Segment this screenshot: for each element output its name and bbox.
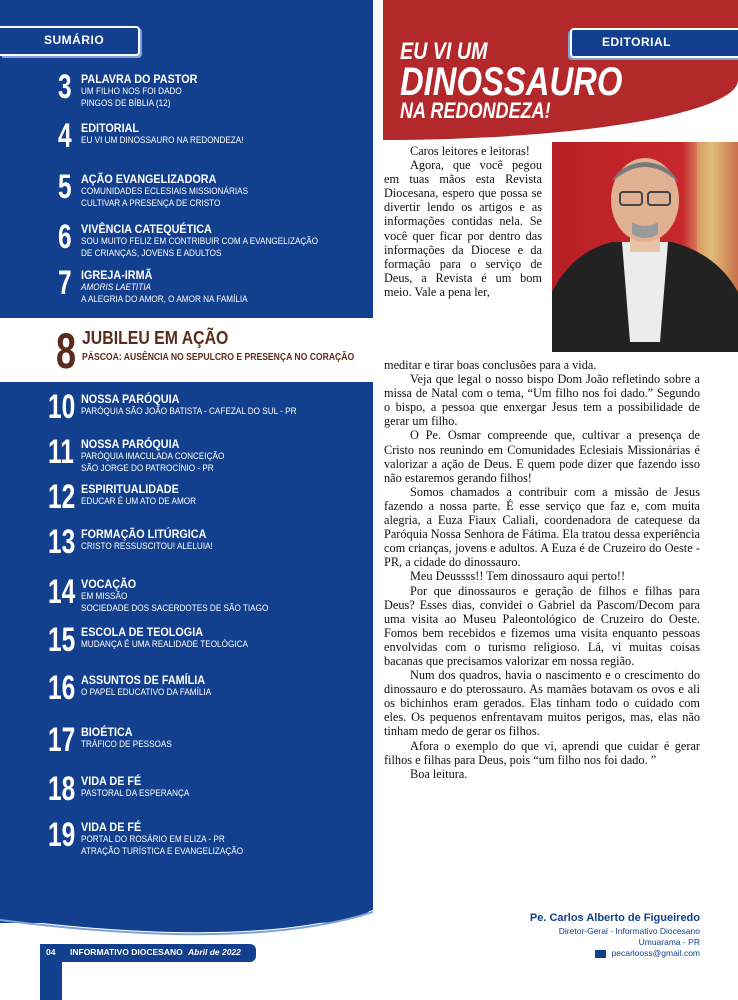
toc-title[interactable]: IGREJA-IRMÃ (81, 268, 153, 282)
signature-email-text: pecarlooss@gmail.com (611, 948, 700, 958)
editorial-paragraph: Afora o exemplo do que vi, aprendi que cuidar é gerar filhos e filhas para Deus, pois “um filho nos foi dado. ” (384, 738, 700, 767)
editorial-text-column-top (384, 144, 542, 299)
headline-line-1: EU VI UM (400, 38, 488, 65)
toc-title[interactable]: VOCAÇÃO (81, 577, 137, 591)
toc-subtitle: SOCIEDADE DOS SACERDOTES DE SÃO TIAGO (81, 603, 269, 614)
footer-date: Abril de 2022 (188, 947, 241, 957)
editorial-text-column (384, 358, 700, 781)
editorial-paragraph: Boa leitura. (410, 766, 468, 781)
toc-subtitle: PASTORAL DA ESPERANÇA (81, 788, 190, 799)
sumario-tab (0, 26, 140, 56)
toc-page-number: 10 (48, 388, 76, 426)
jubileu-page-number: 8 (56, 323, 77, 379)
signature-city: Umuarama - PR (638, 937, 700, 947)
editorial-paragraph: Veja que legal o nosso bispo Dom João refletindo sobre a missa de Natal com o tema, “Um filho nos foi dado.” Segundo o bispo, a pessoa que enxergar Jesus tem a possibilidade de gerar um filho. (384, 372, 700, 429)
toc-page-number: 19 (48, 816, 76, 854)
toc-page-number: 4 (58, 117, 72, 155)
toc-subtitle: COMUNIDADES ECLESIAIS MISSIONÁRIAS (81, 186, 249, 197)
signature-name: Pe. Carlos Alberto de Figueiredo (529, 912, 700, 924)
toc-subtitle: ATRAÇÃO TURÍSTICA E EVANGELIZAÇÃO (81, 846, 244, 857)
toc-title[interactable]: ASSUNTOS DE FAMÍLIA (81, 673, 206, 687)
headline-line-2: DINOSSAURO (400, 60, 623, 104)
toc-page-number: 13 (48, 523, 76, 561)
toc-subtitle: PINGOS DE BÍBLIA (12) (81, 98, 171, 109)
toc-subtitle: A ALEGRIA DO AMOR, O AMOR NA FAMÍLIA (81, 294, 248, 305)
signature-role: Diretor-Geral - Informativo Diocesano (558, 926, 700, 936)
toc-page-number: 6 (58, 218, 72, 256)
toc-page-number: 16 (48, 669, 76, 707)
toc-subtitle: PORTAL DO ROSÁRIO EM ELIZA - PR (81, 834, 225, 845)
toc-title[interactable]: VIDA DE FÉ (81, 774, 142, 788)
toc-title[interactable]: NOSSA PARÓQUIA (81, 392, 180, 406)
toc-subtitle: CRISTO RESSUSCITOU! ALELUIA! (81, 541, 213, 552)
toc-page-number: 5 (58, 168, 72, 206)
toc-subtitle: O PAPEL EDUCATIVO DA FAMÍLIA (81, 687, 212, 698)
toc-page-number: 15 (48, 621, 76, 659)
toc-title[interactable]: BIOÉTICA (81, 725, 133, 739)
toc-title[interactable]: ESCOLA DE TEOLOGIA (81, 625, 204, 639)
footer-bar (40, 944, 256, 962)
priest-portrait-icon (552, 142, 738, 352)
toc-page-number: 11 (48, 433, 74, 471)
headline-line-3: NA REDONDEZA! (400, 98, 551, 123)
editorial-paragraph: Agora, que você pegou em tuas mãos esta Revista Diocesana, espero que possa se divertir lendo os artigos e as informações contidas nela. Se você quer ficar por dentro das informações da Diocese e da formação para o serviço de Deus, a Revista é um bom meio. Vale a pena ler, (384, 158, 542, 299)
toc-title[interactable]: ESPIRITUALIDADE (81, 482, 179, 496)
toc-page-number: 3 (58, 68, 72, 106)
toc-title[interactable]: FORMAÇÃO LITÚRGICA (81, 527, 207, 541)
envelope-icon (595, 950, 606, 958)
editorial-paragraph: Caros leitores e leitoras! (410, 144, 530, 158)
toc-page-number: 12 (48, 478, 76, 516)
jubileu-title: JUBILEU EM AÇÃO (82, 328, 229, 348)
toc-subtitle: SÃO JORGE DO PATROCÍNIO - PR (81, 463, 214, 474)
editorial-paragraph: O Pe. Osmar compreende que, cultivar a presença de Cristo nos reunindo em Comunidades Eclesiais Missionárias é valorizar a ação de Deus. E quem pode dizer que fazendo isso não estaremos gerando filhos! (384, 428, 700, 485)
toc-title[interactable]: PALAVRA DO PASTOR (81, 72, 198, 86)
toc-subtitle: AMORIS LAETITIA (81, 282, 151, 293)
editorial-paragraph: Somos chamados a contribuir com a missão de Jesus fazendo a nossa parte. É esse serviço que faz e, com muita alegria, a Euza Fiaux Caliali, coordenadora de catequese da Paróquia Nossa Senhora de Fátima. Ela tratou dessa experiência com crianças, jovens e adultos. A Euza é de Cruzeiro do Oeste - PR, a cidade do dinossauro. (384, 484, 700, 570)
toc-page-number: 17 (48, 721, 76, 759)
toc-subtitle: PARÓQUIA SÃO JOÃO BATISTA - CAFEZAL DO SUL - PR (81, 406, 297, 417)
footer-page-number: 04 (46, 947, 56, 957)
jubileu-subtitle: PÁSCOA: AUSÊNCIA NO SEPULCRO E PRESENÇA NO CORAÇÃO (82, 351, 355, 363)
toc-subtitle: MUDANÇA É UMA REALIDADE TEOLÓGICA (81, 639, 248, 650)
bottom-wave (0, 880, 373, 950)
toc-subtitle: EU VI UM DINOSSAURO NA REDONDEZA! (81, 135, 244, 146)
toc-subtitle: DE CRIANÇAS, JOVENS E ADULTOS (81, 248, 222, 259)
author-photo (552, 142, 738, 352)
editorial-label: EDITORIAL (602, 35, 671, 49)
toc-subtitle: CULTIVAR A PRESENÇA DE CRISTO (81, 198, 221, 209)
toc-title[interactable]: VIDA DE FÉ (81, 820, 142, 834)
toc-page-number: 18 (48, 770, 76, 808)
toc-subtitle: SOU MUITO FELIZ EM CONTRIBUIR COM A EVANGELIZAÇÃO (81, 236, 319, 247)
toc-title[interactable]: NOSSA PARÓQUIA (81, 437, 180, 451)
toc-title[interactable]: VIVÊNCIA CATEQUÉTICA (81, 222, 212, 236)
toc-page-number: 7 (58, 264, 72, 302)
toc-subtitle: EM MISSÃO (81, 591, 128, 602)
editorial-paragraph: Meu Deussss!! Tem dinossauro aqui perto!! (410, 569, 626, 584)
toc-subtitle: TRÁFICO DE PESSOAS (81, 739, 172, 750)
editorial-paragraph: Por que dinossauros e geração de filhos e filhas para Deus? Esses dias, convidei o Gabriel da Pascom/Decom para uma visita ao Museu Paleontológico de Cruzeiro do Oeste. Fomos bem recebidos e fizemos uma visita enquanto pessoas envolvidas com o turismo religioso. Lá, vi muitas coisas bacanas que precisamos valorizar em nossa região. (384, 583, 700, 668)
editorial-tab (570, 28, 738, 58)
toc-page-number: 14 (48, 573, 76, 611)
editorial-paragraph: Num dos quadros, havia o nascimento e o crescimento do dinossauro e do pterossauro. As mamães botavam os ovos e ali os bichinhos eram gerados. Elas tinham todo o cuidado com eles. Os pequenos enfrentavam muitos perigos, mas, elas não tinham medo de gerar os filhos. (384, 668, 700, 739)
footer-publication: INFORMATIVO DIOCESANO (70, 947, 183, 957)
toc-subtitle: UM FILHO NOS FOI DADO (81, 86, 182, 97)
editorial-paragraph: meditar e tirar boas conclusões para a vida. (384, 358, 597, 372)
sumario-label: SUMÁRIO (44, 33, 105, 47)
signature-email (595, 948, 700, 958)
toc-subtitle: EDUCAR É UM ATO DE AMOR (81, 496, 197, 507)
toc-title[interactable]: EDITORIAL (81, 121, 140, 135)
toc-title[interactable]: AÇÃO EVANGELIZADORA (81, 172, 217, 186)
toc-subtitle: PARÓQUIA IMACULADA CONCEIÇÃO (81, 451, 225, 462)
